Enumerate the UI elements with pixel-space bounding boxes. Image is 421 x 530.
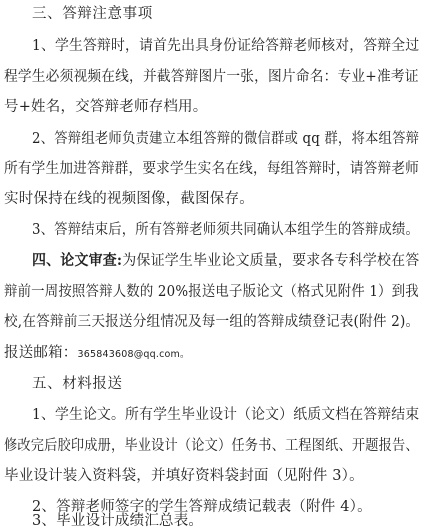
- section-5-item-2: 2、答辩老师签字的学生答辩成绩记载表（附件 4）。: [32, 499, 372, 515]
- section-3-item-1-line-2: 程学生必须视频在线，并截答辩图片一张，图片命名：专业+准考证: [4, 69, 419, 85]
- email-address: 365843608@qq.com。: [77, 349, 190, 360]
- section-4-line-3: 校,在答辩前三天报送分组情况及每一组的答辩成绩登记表(附件 2)。: [4, 314, 420, 330]
- section-4-line-1-text: 为保证学生毕业论文质量，要求各专科学校在答: [122, 253, 420, 269]
- section-3-item-2-line-3: 实时保持在线的视频图像，截图保存。: [4, 191, 254, 207]
- section-5-item-1-line-1: 1、学生论文。所有学生毕业设计（论文）纸质文档在答辩结束: [32, 407, 420, 423]
- section-3-item-3: 3、答辩结束后，所有答辩老师须共同确认本组学生的答辩成绩。: [32, 222, 420, 238]
- section-5-item-1-line-2: 修改完后胶印成册，毕业设计（论文）任务书、工程图纸、开题报告、: [4, 438, 419, 454]
- email-label: 报送邮箱：: [4, 345, 78, 361]
- section-3-item-2-line-1: 2、答辩组老师负责建立本组答辩的微信群或 qq 群，将本组答辩: [32, 131, 420, 147]
- section-3-heading: 三、答辩注意事项: [32, 6, 153, 22]
- section-4-line-4: [4, 344, 190, 364]
- section-4-line-2: 辩前一周按照答辩人数的 20%报送电子版论文（格式见附件 1）到我: [4, 284, 419, 300]
- section-3-item-1-line-1: 1、学生答辩时，请首先出具身份证给答辩老师核对，答辩全过: [32, 38, 420, 54]
- section-3-item-1-line-3: 号+姓名，交答辩老师存档用。: [4, 99, 208, 115]
- section-5-heading: 五、材料报送: [32, 376, 123, 392]
- section-3-item-2-line-2: 所有学生加进答辩群，要求学生实名在线，每组答辩时，请答辩老师: [4, 161, 419, 177]
- section-5-item-3: 3、毕业设计成绩汇总表。: [32, 513, 204, 529]
- section-5-item-1-line-3: 毕业设计装入资料袋，并填好资料袋封面（见附件 3）。: [4, 468, 364, 484]
- section-4-line-1: [32, 252, 419, 270]
- section-4-label: 四、论文审查:: [32, 252, 123, 269]
